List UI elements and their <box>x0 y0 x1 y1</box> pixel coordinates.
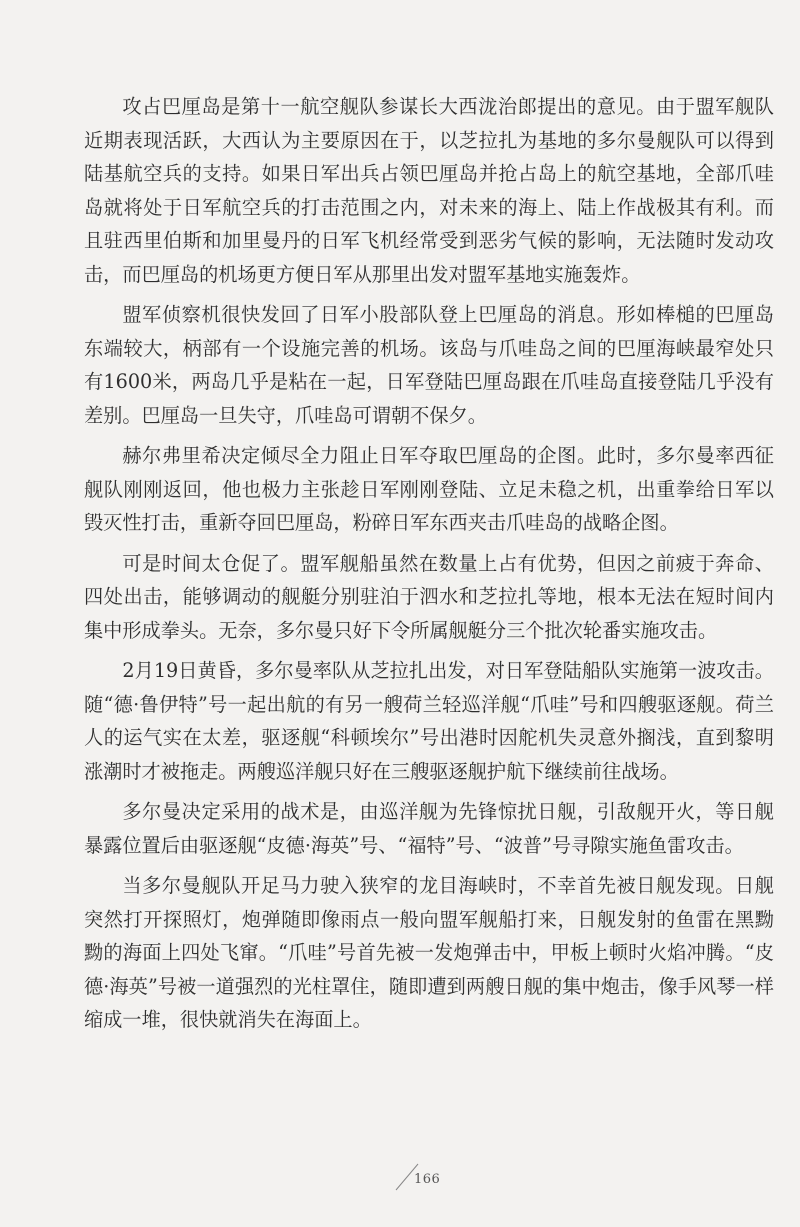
paragraph-2: 盟军侦察机很快发回了日军小股部队登上巴厘岛的消息。形如棒槌的巴厘岛东端较大，柄部有一个设施完善的机场。该岛与爪哇岛之间的巴厘海峡最窄处只有1600米，两岛几乎是粘在一起，日军登陆巴厘岛跟在爪哇岛直接登陆几乎没有差别。巴厘岛一旦失守，爪哇岛可谓朝不保夕。 <box>84 303 774 427</box>
paragraph-7: 当多尔曼舰队开足马力驶入狭窄的龙目海峡时，不幸首先被日舰发现。日舰突然打开探照灯，炮弹随即像雨点一般向盟军舰船打来，日舰发射的鱼雷在黑黝黝的海面上四处飞窜。“爪哇”号首先被一发炮弹击中，甲板上顿时火焰冲腾。“皮德·海英”号被一道强烈的光柱罩住，随即遭到两艘日舰的集中炮击，像手风琴一样缩成一堆，很快就消失在海面上。 <box>84 874 774 1031</box>
paragraph-6: 多尔曼决定采用的战术是，由巡洋舰为先锋惊扰日舰，引敌舰开火，等日舰暴露位置后由驱逐舰“皮德·海英”号、“福特”号、“波普”号寻隙实施鱼雷攻击。 <box>84 800 774 857</box>
paragraph-5: 2月19日黄昏，多尔曼率队从芝拉扎出发，对日军登陆船队实施第一波攻击。随“德·鲁伊特”号一起出航的有另一艘荷兰轻巡洋舰“爪哇”号和四艘驱逐舰。荷兰人的运气实在太差，驱逐舰“科顿埃尔”号出港时因舵机失灵意外搁浅，直到黎明涨潮时才被拖走。两艘巡洋舰只好在三艘驱逐舰护航下继续前往战场。 <box>84 659 774 783</box>
paragraph-4: 可是时间太仓促了。盟军舰船虽然在数量上占有优势，但因之前疲于奔命、四处出击，能够调动的舰艇分别驻泊于泗水和芝拉扎等地，根本无法在短时间内集中形成拳头。无奈，多尔曼只好下令所属舰艇分三个批次轮番实施攻击。 <box>84 551 774 642</box>
page-footer <box>392 1160 452 1200</box>
body-text <box>84 90 774 1044</box>
paragraph-1: 攻占巴厘岛是第十一航空舰队参谋长大西泷治郎提出的意见。由于盟军舰队近期表现活跃，大西认为主要原因在于，以芝拉扎为基地的多尔曼舰队可以得到陆基航空兵的支持。如果日军出兵占领巴厘岛并抢占岛上的航空基地，全部爪哇岛就将处于日军航空兵的打击范围之内，对未来的海上、陆上作战极其有利。而且驻西里伯斯和加里曼丹的日军飞机经常受到恶劣气候的影响，无法随时发动攻击，而巴厘岛的机场更方便日军从那里出发对盟军基地实施轰炸。 <box>84 95 774 286</box>
page-number: 166 <box>414 1172 441 1187</box>
paragraph-3: 赫尔弗里希决定倾尽全力阻止日军夺取巴厘岛的企图。此时，多尔曼率西征舰队刚刚返回，他也极力主张趁日军刚刚登陆、立足未稳之机，出重拳给日军以毁灭性打击，重新夺回巴厘岛，粉碎日军东西夹击爪哇岛的战略企图。 <box>84 444 774 534</box>
